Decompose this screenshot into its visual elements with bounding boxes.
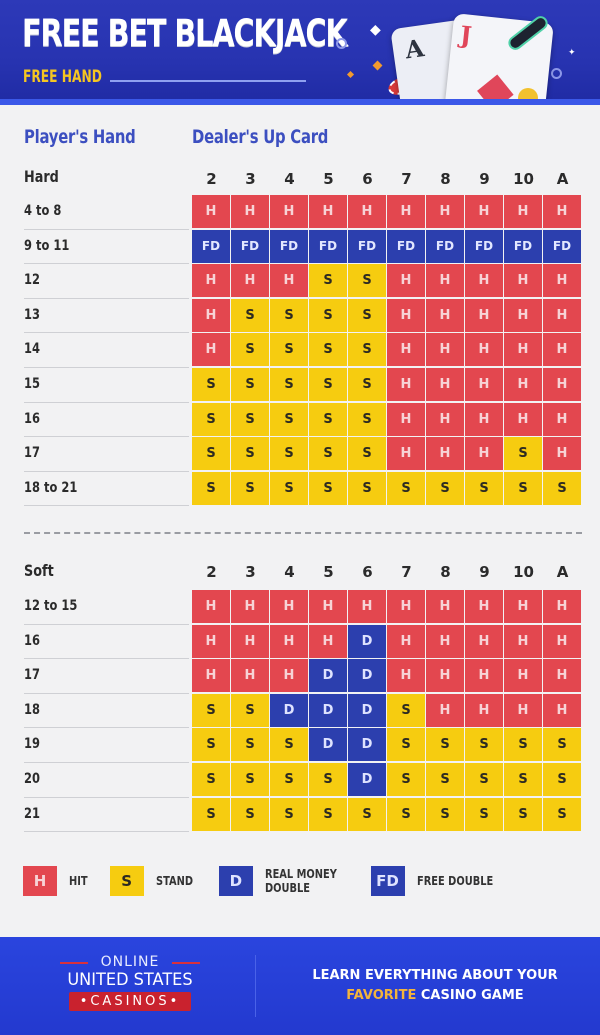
table-row: [0, 264, 600, 299]
action-cell: H: [270, 625, 308, 658]
action-cell: S: [348, 299, 386, 332]
action-cell: H: [348, 590, 386, 623]
dealer-card-label: 7: [401, 563, 412, 581]
player-hand-label: 12 to 15: [24, 598, 78, 614]
action-cell: H: [543, 299, 581, 332]
action-cell: H: [270, 195, 308, 228]
sparkle-icon: ✦: [568, 47, 576, 57]
action-cell: H: [543, 333, 581, 366]
action-cell: S: [231, 299, 269, 332]
action-cells: [192, 694, 582, 727]
action-cell: FD: [543, 230, 581, 263]
dealer-card-label: 5: [323, 170, 334, 188]
action-cell: S: [504, 437, 542, 470]
action-cell: H: [504, 195, 542, 228]
action-cell: S: [543, 728, 581, 761]
cta-line2: [300, 986, 570, 1006]
action-cell: H: [426, 368, 464, 401]
action-cells: [192, 798, 582, 831]
row-divider: [24, 505, 189, 506]
action-cell: S: [231, 763, 269, 796]
action-cell: H: [192, 264, 230, 297]
diamond-suit-icon: [477, 75, 514, 105]
action-cell: S: [348, 333, 386, 366]
legend-label: STAND: [155, 874, 193, 888]
action-cell: H: [465, 590, 503, 623]
action-cell: H: [426, 659, 464, 692]
hard-section-label: Hard: [24, 167, 59, 186]
table-row: [0, 798, 600, 833]
card-rank-jack: J: [458, 19, 474, 50]
action-cells: [192, 659, 582, 692]
action-cell: H: [192, 590, 230, 623]
table-row: [0, 694, 600, 729]
dealer-card-label: 8: [440, 170, 451, 188]
action-cell: S: [309, 368, 347, 401]
action-cell: FD: [192, 230, 230, 263]
action-cell: D: [348, 625, 386, 658]
dealer-card-label: 4: [284, 563, 295, 581]
dealer-card-label: 3: [245, 170, 256, 188]
action-cell: S: [309, 472, 347, 505]
table-row: [0, 472, 600, 507]
action-cell: H: [465, 625, 503, 658]
legend-label-line2: DOUBLE: [264, 881, 310, 895]
logo-united-states-text: UNITED STATES: [67, 970, 193, 990]
action-cells: [192, 264, 582, 297]
dealer-card-label: A: [556, 563, 569, 581]
player-hand-label: 12: [24, 272, 40, 289]
action-cell: S: [426, 472, 464, 505]
action-cell: D: [348, 728, 386, 761]
cta-line2-rest: CASINO GAME: [416, 988, 524, 1003]
action-cell: S: [309, 333, 347, 366]
ring-decoration-icon: [551, 68, 562, 79]
action-cell: H: [465, 333, 503, 366]
action-cell: H: [465, 659, 503, 692]
action-cell: H: [270, 264, 308, 297]
player-hand-label: 18: [24, 701, 40, 718]
action-cell: H: [192, 195, 230, 228]
player-hand-label: 17: [24, 667, 40, 684]
action-cell: H: [270, 659, 308, 692]
action-cell: H: [387, 195, 425, 228]
site-logo[interactable]: [58, 954, 202, 1011]
legend-item-stand: [110, 866, 201, 896]
action-cell: S: [387, 798, 425, 831]
action-cell: H: [543, 403, 581, 436]
action-cell: S: [270, 763, 308, 796]
player-hand-label: 21: [24, 805, 40, 822]
action-cell: H: [465, 264, 503, 297]
action-cell: H: [504, 625, 542, 658]
action-cell: H: [543, 590, 581, 623]
section-divider: [24, 532, 582, 534]
cta-accent: FAVORITE: [346, 988, 417, 1003]
action-cells: [192, 728, 582, 761]
action-cell: S: [309, 403, 347, 436]
table-row: [0, 763, 600, 798]
action-cell: S: [348, 368, 386, 401]
action-cell: S: [309, 264, 347, 297]
action-cell: H: [543, 195, 581, 228]
action-cell: FD: [270, 230, 308, 263]
dealer-up-card-heading: Dealer's Up Card: [192, 126, 329, 148]
legend-label: FREE DOUBLE: [416, 874, 493, 888]
dealer-card-label: 8: [440, 563, 451, 581]
table-row: [0, 403, 600, 438]
dealer-card-label: A: [556, 170, 569, 188]
action-cells: [192, 437, 582, 470]
action-cells: [192, 472, 582, 505]
action-cell: S: [309, 763, 347, 796]
page-subtitle: FREE HAND: [23, 67, 102, 87]
double-swatch-icon: D: [219, 866, 253, 896]
action-cell: H: [465, 403, 503, 436]
action-cell: S: [348, 403, 386, 436]
action-cell: S: [543, 472, 581, 505]
action-cell: S: [270, 368, 308, 401]
confetti-icon: [347, 71, 354, 78]
hard-strategy-grid: [0, 195, 600, 506]
logo-online-text: ONLINE: [58, 954, 202, 970]
action-cell: S: [543, 798, 581, 831]
action-cell: H: [504, 333, 542, 366]
action-cell: FD: [309, 230, 347, 263]
action-cell: H: [543, 625, 581, 658]
player-hand-label: 13: [24, 306, 40, 323]
action-cell: S: [192, 763, 230, 796]
action-cell: S: [192, 728, 230, 761]
footer-banner: [0, 937, 600, 1035]
legend-item-hit: [23, 866, 92, 896]
table-row: [0, 590, 600, 625]
action-cell: S: [465, 472, 503, 505]
action-cells: [192, 195, 582, 228]
action-cell: S: [504, 472, 542, 505]
player-hand-label: 17: [24, 445, 40, 462]
action-cell: S: [231, 694, 269, 727]
action-cell: S: [231, 403, 269, 436]
action-cell: S: [504, 798, 542, 831]
action-cell: H: [309, 195, 347, 228]
action-cell: S: [231, 728, 269, 761]
table-row: [0, 625, 600, 660]
action-cell: S: [426, 763, 464, 796]
action-cell: H: [231, 264, 269, 297]
action-cell: H: [543, 659, 581, 692]
action-cell: H: [387, 590, 425, 623]
action-cell: S: [465, 763, 503, 796]
action-cell: H: [543, 368, 581, 401]
action-cell: S: [387, 728, 425, 761]
action-cell: S: [387, 694, 425, 727]
card-rank-ace: A: [403, 33, 426, 65]
action-cell: S: [348, 798, 386, 831]
soft-strategy-grid: [0, 590, 600, 832]
dealer-card-label: 6: [362, 563, 373, 581]
action-cell: H: [192, 625, 230, 658]
action-cell: S: [231, 798, 269, 831]
page-title: FREE BET BLACKJACK: [22, 12, 347, 55]
dealer-card-label: 2: [206, 563, 217, 581]
action-cell: H: [348, 195, 386, 228]
dealer-card-label: 6: [362, 170, 373, 188]
player-hand-heading: Player's Hand: [24, 126, 136, 148]
action-cell: S: [465, 728, 503, 761]
action-cell: S: [309, 299, 347, 332]
action-cell: S: [504, 763, 542, 796]
action-cell: H: [465, 437, 503, 470]
gold-coin-icon: [518, 88, 538, 105]
action-cell: H: [387, 625, 425, 658]
stand-swatch-icon: S: [110, 866, 144, 896]
action-cell: H: [426, 403, 464, 436]
action-cell: H: [543, 264, 581, 297]
action-cell: D: [309, 694, 347, 727]
action-cell: S: [231, 333, 269, 366]
player-hand-label: 18 to 21: [24, 479, 78, 496]
action-cell: H: [426, 195, 464, 228]
header-banner: [0, 0, 600, 105]
action-cell: H: [504, 659, 542, 692]
action-cell: H: [465, 694, 503, 727]
player-hand-label: 20: [24, 770, 40, 787]
player-hand-label: 9 to 11: [24, 237, 70, 254]
action-cell: S: [504, 728, 542, 761]
action-cells: [192, 590, 582, 623]
player-hand-label: 14: [24, 341, 40, 358]
ring-decoration-icon: [336, 38, 347, 49]
sparkle-icon: ◆: [370, 21, 381, 37]
action-cell: H: [192, 659, 230, 692]
row-divider: [24, 831, 189, 832]
action-cell: S: [270, 333, 308, 366]
legend: [23, 866, 527, 896]
action-cell: D: [348, 659, 386, 692]
table-row: [0, 659, 600, 694]
action-cell: FD: [231, 230, 269, 263]
hit-swatch-icon: H: [23, 866, 57, 896]
table-row: [0, 728, 600, 763]
action-cell: H: [426, 590, 464, 623]
action-cell: S: [543, 763, 581, 796]
action-cell: S: [270, 437, 308, 470]
hard-dealer-card-header: [192, 170, 582, 188]
dealer-card-label: 10: [513, 170, 534, 188]
action-cell: H: [504, 403, 542, 436]
dealer-card-label: 4: [284, 170, 295, 188]
action-cell: D: [348, 694, 386, 727]
action-cell: FD: [426, 230, 464, 263]
action-cell: FD: [348, 230, 386, 263]
action-cell: D: [309, 728, 347, 761]
legend-label-line1: REAL MONEY: [264, 867, 337, 881]
action-cell: S: [348, 264, 386, 297]
action-cell: S: [231, 368, 269, 401]
action-cell: H: [387, 264, 425, 297]
action-cell: H: [465, 299, 503, 332]
action-cell: H: [387, 403, 425, 436]
action-cell: S: [309, 437, 347, 470]
action-cell: D: [348, 763, 386, 796]
table-row: [0, 437, 600, 472]
action-cell: H: [231, 659, 269, 692]
dealer-card-label: 9: [479, 563, 490, 581]
action-cell: H: [426, 437, 464, 470]
action-cells: [192, 333, 582, 366]
action-cell: H: [465, 195, 503, 228]
action-cells: [192, 230, 582, 263]
dealer-card-label: 5: [323, 563, 334, 581]
action-cell: S: [465, 798, 503, 831]
action-cells: [192, 368, 582, 401]
table-row: [0, 195, 600, 230]
action-cells: [192, 763, 582, 796]
table-row: [0, 368, 600, 403]
action-cell: H: [504, 299, 542, 332]
action-cell: H: [231, 625, 269, 658]
subtitle-divider: [110, 80, 306, 82]
action-cell: H: [387, 299, 425, 332]
footer-cta[interactable]: [300, 966, 570, 1006]
player-hand-label: 4 to 8: [24, 203, 62, 219]
action-cell: H: [465, 368, 503, 401]
action-cell: H: [426, 625, 464, 658]
player-hand-label: 16: [24, 410, 40, 427]
action-cell: H: [504, 694, 542, 727]
action-cell: S: [192, 437, 230, 470]
action-cell: H: [504, 590, 542, 623]
soft-section-label: Soft: [24, 561, 54, 580]
action-cell: H: [504, 264, 542, 297]
action-cell: S: [231, 437, 269, 470]
action-cell: FD: [504, 230, 542, 263]
action-cell: H: [426, 333, 464, 366]
dealer-card-label: 3: [245, 563, 256, 581]
table-row: [0, 333, 600, 368]
action-cell: H: [387, 368, 425, 401]
action-cell: H: [309, 590, 347, 623]
action-cell: H: [387, 659, 425, 692]
action-cell: S: [270, 728, 308, 761]
table-row: [0, 230, 600, 265]
action-cell: H: [504, 368, 542, 401]
dealer-card-label: 10: [513, 563, 534, 581]
action-cell: H: [270, 590, 308, 623]
dealer-card-label: 9: [479, 170, 490, 188]
legend-label: [265, 867, 337, 895]
action-cell: H: [231, 590, 269, 623]
action-cell: H: [543, 694, 581, 727]
dealer-card-label: 7: [401, 170, 412, 188]
action-cell: H: [309, 625, 347, 658]
action-cell: S: [348, 472, 386, 505]
action-cell: H: [426, 264, 464, 297]
action-cell: D: [270, 694, 308, 727]
action-cell: S: [387, 763, 425, 796]
action-cell: S: [192, 798, 230, 831]
legend-item-free-double: [371, 866, 510, 896]
action-cell: S: [270, 299, 308, 332]
player-hand-label: 19: [24, 736, 40, 753]
action-cells: [192, 403, 582, 436]
table-row: [0, 299, 600, 334]
action-cell: S: [270, 798, 308, 831]
soft-dealer-card-header: [192, 563, 582, 581]
footer-divider: [255, 955, 256, 1017]
action-cells: [192, 625, 582, 658]
legend-item-real-money-double: [219, 866, 353, 896]
free-double-swatch-icon: FD: [371, 866, 405, 896]
action-cell: S: [348, 437, 386, 470]
action-cell: H: [426, 299, 464, 332]
action-cell: H: [543, 437, 581, 470]
action-cell: S: [426, 798, 464, 831]
action-cell: D: [309, 659, 347, 692]
action-cell: S: [192, 368, 230, 401]
action-cell: FD: [387, 230, 425, 263]
action-cell: H: [426, 694, 464, 727]
action-cell: S: [192, 694, 230, 727]
action-cell: H: [192, 299, 230, 332]
player-hand-label: 15: [24, 375, 40, 392]
action-cell: S: [387, 472, 425, 505]
action-cell: S: [270, 403, 308, 436]
cta-line1: LEARN EVERYTHING ABOUT YOUR: [312, 968, 558, 983]
action-cell: H: [231, 195, 269, 228]
action-cell: S: [426, 728, 464, 761]
logo-casinos-badge: •CASINOS•: [69, 992, 191, 1011]
action-cell: S: [192, 403, 230, 436]
action-cell: H: [192, 333, 230, 366]
dealer-card-label: 2: [206, 170, 217, 188]
action-cell: S: [270, 472, 308, 505]
action-cell: H: [387, 437, 425, 470]
action-cell: S: [192, 472, 230, 505]
legend-label: HIT: [69, 874, 88, 888]
action-cell: S: [309, 798, 347, 831]
player-hand-label: 16: [24, 632, 40, 649]
action-cells: [192, 299, 582, 332]
confetti-icon: [373, 61, 383, 71]
action-cell: H: [387, 333, 425, 366]
action-cell: FD: [465, 230, 503, 263]
action-cell: S: [231, 472, 269, 505]
